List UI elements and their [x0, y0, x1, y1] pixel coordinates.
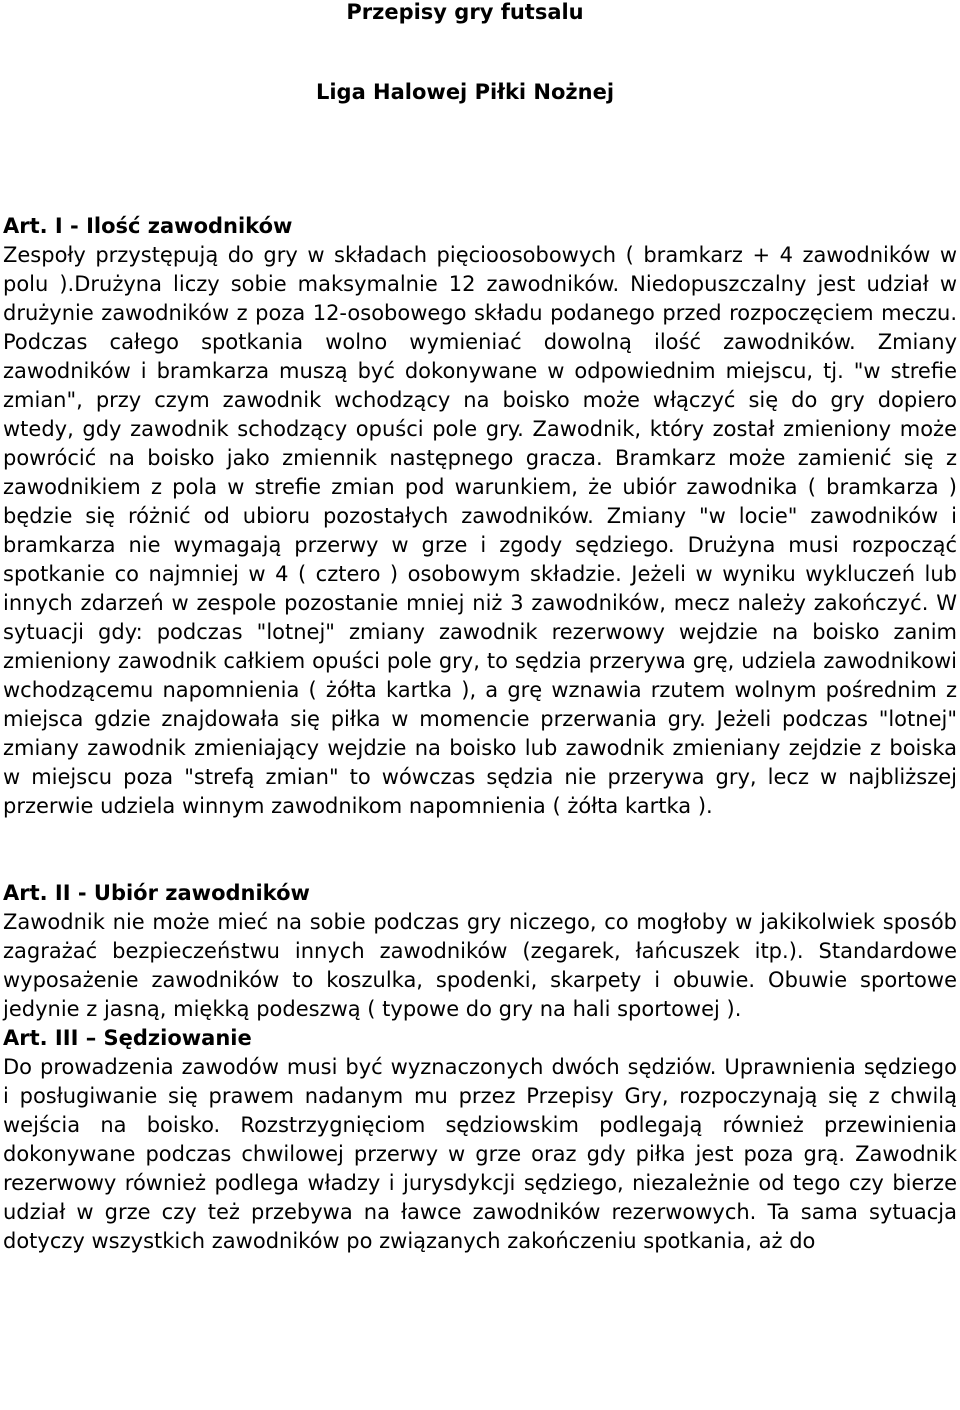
- section-heading-art-3: [3, 1024, 957, 1053]
- section-heading-prefix: Art.: [3, 881, 48, 905]
- section-heading-title: III – Sędziowanie: [47, 1026, 252, 1050]
- section-heading-art-1: [3, 212, 957, 241]
- document-subtitle: Liga Halowej Piłki Nożnej: [315, 80, 615, 104]
- section-heading-title: I - Ilość zawodników: [47, 214, 293, 238]
- document-page: [3, 0, 957, 1256]
- section-heading-prefix: Art.: [3, 1026, 48, 1050]
- section-text-art-3: Do prowadzenia zawodów musi być wyznaczonych dwóch sędziów. Uprawnienia sędziego i posługiwanie się prawem nadanym mu przez Przepisy Gry, rozpoczynają się z chwilą wejścia na boisko. Rozstrzygnięciom sędziowskim podlegają również przewinienia dokonywane podczas chwilowej przerwy w grze oraz gdy piłka jest poza grą. Zawodnik rezerwowy również podlega władzy i jurysdykcji sędziego, niezależnie od tego czy bierze udział w grze czy też przebywa na ławce zawodników rezerwowych. Ta sama sytuacja dotyczy wszystkich zawodników po związanych zakończeniu spotkania, aż do: [3, 1055, 957, 1253]
- section-heading-prefix: Art.: [3, 214, 48, 238]
- document-title: Przepisy gry futsalu: [346, 0, 584, 24]
- section-text-art-2: Zawodnik nie może mieć na sobie podczas gry niczego, co mogłoby w jakikolwiek sposób zagrażać bezpieczeństwu innych zawodników (zegarek, łańcuszek itp.). Standardowe wyposażenie zawodników to koszulka, spodenki, skarpety i obuwie. Obuwie sportowe jedynie z jasną, miękką podeszwą ( typowe do gry na hali sportowej ).: [3, 910, 957, 1021]
- section-text-art-1: Zespoły przystępują do gry w składach pięcioosobowych ( bramkarz + 4 zawodników w polu ).Drużyna liczy sobie maksymalnie 12 zawodników. Niedopuszczalny jest udział w drużynie zawodników z poza 12-osobowego składu podanego przed rozpoczęciem meczu. Podczas całego spotkania wolno wymieniać dowolną ilość zawodników. Zmiany zawodników i bramkarza muszą być dokonywane w odpowiednim miejscu, tj. "w strefie zmian", przy czym zawodnik wchodzący na boisko może włączyć się do gry dopiero wtedy, gdy zawodnik schodzący opuści pole gry. Zawodnik, który został zmieniony może powrócić na boisko jako zmiennik następnego gracza. Bramkarz może zamienić się z zawodnikiem z pola w strefie zmian pod warunkiem, że ubiór zawodnika ( bramkarza ) będzie się różnić od ubioru pozostałych zawodników. Zmiany "w locie" zawodników i bramkarza nie wymagają przerwy w grze i zgody sędziego. Drużyna musi rozpocząć spotkanie co najmniej w 4 ( cztero ) osobowym składzie. Jeżeli w wyniku wykluczeń lub innych zdarzeń w zespole pozostanie mniej niż 3 zawodników, mecz należy zakończyć. W sytuacji gdy: podczas "lotnej" zmiany zawodnik rezerwowy wejdzie na boisko zanim zmieniony zawodnik całkiem opuści pole gry, to sędzia przerywa grę, udziela zawodnikowi wchodzącemu napomnienia ( żółta kartka ), a grę wznawia rzutem wolnym pośrednim z miejsca gdzie znajdowała się piłka w momencie przerwania gry. Jeżeli podczas "lotnej" zmiany zawodnik zmieniający wejdzie na boisko lub zawodnik zmieniany zejdzie z boiska w miejscu poza "strefą zmian" to wówczas sędzia nie przerywa gry, lecz w najbliższej przerwie udziela winnym zawodnikom napomnienia ( żółta kartka ).: [3, 243, 957, 818]
- section-heading-art-2: [3, 879, 957, 908]
- section-heading-title: II - Ubiór zawodników: [47, 881, 310, 905]
